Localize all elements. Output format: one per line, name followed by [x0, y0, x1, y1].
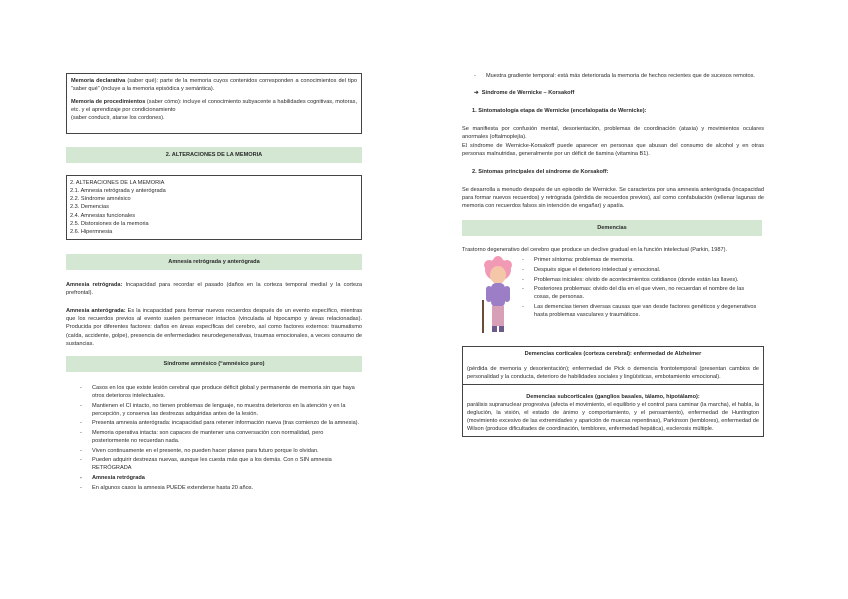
list-item: - Primer síntoma: problemas de memoria. [522, 256, 760, 264]
demencias-intro: Trastorno degenerativo del cerebro que produce un declive gradual en la función intelectual (Parkin, 1987). [462, 247, 728, 254]
left-column [66, 0, 362, 493]
procedural-memory-paragraph: Memoria de procedimientos (saber cómo): incluye el conocimiento subyacente a habilidades cognitivas, motoras, etc. y el aprendizaje por condicionamiento [71, 99, 357, 114]
gradiente-list [462, 72, 764, 80]
procedural-memory-example: (saber conducir, atarse los cordones). [71, 115, 165, 122]
corticales-heading: Demencias corticales (corteza cerebral): enfermedad de Alzheimer [524, 351, 702, 358]
list-item: - Presenta amnesia anterógrada: incapacidad para retener información nueva (tras comienzo de la amnesia). [80, 419, 362, 427]
right-column [462, 0, 764, 437]
section-band-demencias: Demencias [462, 220, 762, 236]
demencias-block [462, 256, 764, 338]
toc-item: 2.3. Demencias [70, 204, 109, 211]
list-item: - Las demencias tienen diversas causas que van desde factores genéticos y degenerativos hasta problemas vasculares y traumáticos. [522, 303, 760, 319]
demencias-list [522, 256, 760, 320]
elderly-person-illustration [474, 256, 522, 336]
list-item: - Después sigue el deterioro intelectual y emocional. [522, 266, 760, 274]
list-item: - Mantienen el CI intacto, no tienen problemas de lenguaje, no muestra deterioros en la atención y en la percepción, y conserva las destrezas adquiridas antes de la lesión. [80, 402, 362, 418]
toc-item: 2. ALTERACIONES DE LA MEMORIA [70, 180, 165, 187]
list-item: - Pueden adquirir destrezas nuevas, aunque les cuesta más que a los demás. Con o SIN amnesia RETRÓGRADA [80, 456, 362, 472]
toc-item: 2.5. Distorsiones de la memoria [70, 220, 149, 227]
memory-types-box [66, 73, 362, 134]
list-item: - Casos en los que existe lesión cerebral que produce déficit global y permanente de memoria sin que haya otros deterioros intelectuales. [80, 384, 362, 400]
korsakoff-paragraph: Se desarrolla a menudo después de un episodio de Wernicke. Se caracteriza por una amnesia anterógrada (incapacidad para formar nuevos recuerdos) y retrógrada (pérdida de recuerdos previos), así como confabulación (rellenar lagunas de memoria con recuerdos falsos sin intención de engañar) y apatía. [462, 186, 764, 210]
toc-item: 2.4. Amnesias funcionales [70, 212, 135, 219]
korsakoff-heading: 2. Síntomas principales del síndrome de Korsakoff: [472, 168, 609, 175]
demencias-corticales-box [462, 346, 764, 384]
sintomatologia-paragraph-2: El síndrome de Wernicke-Korsakoff puede aparecer en personas que abusan del consumo de alcohol y en otras personas malnutridas, generalmente por un déficit de tiamina (vitamina B1). [462, 142, 764, 157]
section-band-amnesia: Amnesia retrógrada y anterógrada [66, 254, 362, 270]
table-of-contents [66, 175, 362, 240]
list-item: - Amnesia retrógrada [80, 474, 362, 482]
list-item: - Posteriores problemas: olvido del día en el que viven, no recuerdan el nombre de las cosas, de personas. [522, 285, 760, 301]
arrow-icon: ➔ [474, 90, 479, 97]
list-item: - En algunos casos la amnesia PUEDE extenderse hasta 20 años. [80, 484, 362, 492]
subcorticales-heading: Demencias subcorticales (ganglios basales, tálamo, hipotálamo): [526, 393, 700, 400]
declarative-memory-paragraph: Memoria declarativa (saber qué): parte de la memoria cuyos contenidos corresponden a conocimientos del tipo “saber qué” (incluye a la memoria episódica y semántica). [71, 78, 357, 93]
list-item: - Memoria operativa intacta: son capaces de mantener una conversación con normalidad, pero posteriormente no recuerdan nada. [80, 429, 362, 445]
toc-item: 2.6. Hipermnesia [70, 228, 113, 235]
toc-item: 2.1. Amnesia retrógrada y anterógrada [70, 188, 166, 195]
list-item: - Problemas iniciales: olvido de acontecimientos cotidianos (donde están las llaves). [522, 276, 760, 284]
wernicke-heading: ➔ Síndrome de Wernicke – Korsakoff [474, 90, 575, 97]
section-band-sindrome-amnesico: Síndrome amnésico (“amnésico puro) [66, 356, 362, 372]
anterograde-amnesia-paragraph: Amnesia anterógrada: Es la incapacidad para formar nuevos recuerdos después de un evento específico, mientras que los recuerdos previos al evento suelen permanecer intactos (vinculada al hipocampo y áreas relacionadas). Producida por diferentes factores: daños en áreas específicas del cerebro, así como factores externos: traumatismo (caída, accidente, golpe), presencia de enfermedades neurodegenerativas, traumas emocionales, a veces consumo de sustancias. [66, 308, 362, 347]
retrograde-amnesia-paragraph: Amnesia retrógrada: Incapacidad para recordar el pasado (daños en la corteza temporal medial y la corteza prefrontal). [66, 281, 362, 297]
sindrome-list [66, 384, 362, 492]
list-item: - Muestra gradiente temporal: está más deteriorada la memoria de hechos recientes que de sucesos remotos. [474, 72, 764, 80]
subcorticales-text: parálisis supranuclear progresiva (afecta el movimiento, el equilibrio y el control para caminar (la marcha), el habla, la deglución, la visión, el estado de ánimo y comportamiento, y el pensamiento), enfermedad de Huntington (movimiento excesivo de las extremidades y aparición de muecas repentinas), Parkinson (temblores), enfermedad de Wilson (produce dificultades de coordinación, temblores, enfermedad hepática), esclerosis múltiple. [467, 401, 759, 433]
sintomatologia-heading: 1. Sintomatología etapa de Wernicke (encefalopatía de Wernicke): [472, 108, 647, 115]
demencias-subcorticales-box [462, 385, 764, 438]
sintomatologia-paragraph-1: Se manifiesta por confusión mental, desorientación, problemas de coordinación (ataxia) y movimientos oculares anormales (oftalmoplejía). [462, 126, 764, 141]
list-item: - Viven continuamente en el presente, no pueden hacer planes para futuro porque lo olvidan. [80, 447, 362, 455]
corticales-text: (pérdida de memoria y desorientación); enfermedad de Pick o demencia frontotemporal (presentan cambios de personalidad y la conducta, deterioro de habilidades sociales y lingüísticas, embotamiento emocional). [467, 365, 759, 380]
section-band-alteraciones: 2. ALTERACIONES DE LA MEMORIA [66, 147, 362, 163]
toc-item: 2.2. Síndrome amnésico [70, 196, 131, 203]
